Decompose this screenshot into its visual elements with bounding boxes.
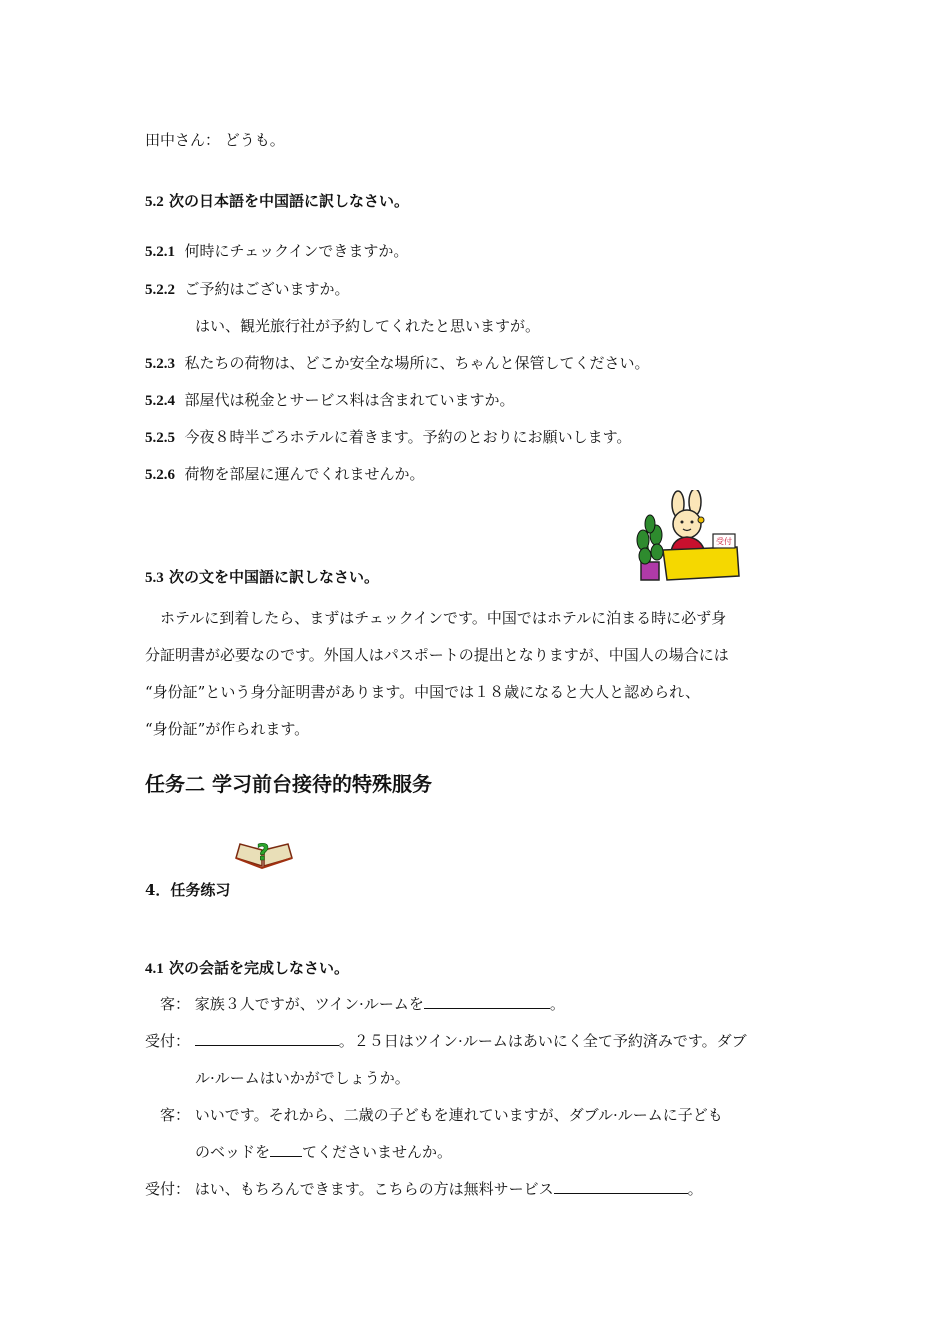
- exercise-item-5-2-4: 5.2.4 部屋代は税金とサービス料は含まれていますか。: [145, 391, 515, 409]
- paragraph-line: 分証明書が必要なのです。外国人はパスポートの提出となりますが、中国人の場合には: [145, 646, 729, 664]
- dialog-line-guest-2-continuation: のベッドを てくださいませんか。: [195, 1143, 453, 1161]
- paragraph-line: “身份証”が作られます。: [145, 720, 310, 738]
- answer-blank[interactable]: [270, 1141, 302, 1157]
- dialog-line-guest-2: 客： いいです。それから、二歳の子どもを連れていますが、ダブル·ルームに子ども: [160, 1106, 723, 1124]
- paragraph-line: “身份証”という身分証明書があります。中国では１８歳になると大人と認められ、: [145, 683, 701, 701]
- desk-sign-text: 受付: [716, 537, 732, 546]
- answer-blank[interactable]: [424, 993, 550, 1009]
- speaker-label: 客：: [160, 995, 191, 1013]
- speaker-label: 客：: [160, 1106, 191, 1124]
- dialog-line-reception-1-continuation: ル·ルームはいかがでしょうか。: [195, 1069, 410, 1087]
- dialog-line-guest-1: 客： 家族３人ですが、ツイン·ルームを 。: [160, 995, 565, 1013]
- question-book-icon: [234, 836, 294, 870]
- dialog-line-tanaka: [145, 129, 285, 150]
- exercise-item-5-2-3: 5.2.3 私たちの荷物は、どこか安全な場所に、ちゃんと保管してください。: [145, 354, 650, 372]
- section-heading-5-2: 5.2 次の日本語を中国語に訳しなさい。: [145, 192, 409, 210]
- paragraph-line: ホテルに到着したら、まずはチェックインです。中国ではホテルに泊まる時に必ず身: [145, 609, 727, 627]
- reception-desk-illustration: [633, 490, 743, 585]
- translation-paragraph: [145, 600, 810, 748]
- exercise-item-5-2-5: 5.2.5 今夜８時半ごろホテルに着きます。予約のとおりにお願いします。: [145, 428, 632, 446]
- exercise-item-5-2-6: 5.2.6 荷物を部屋に運んでくれませんか。: [145, 465, 425, 483]
- answer-blank[interactable]: [195, 1030, 339, 1046]
- dialog-line-reception-1: 受付： 。２５日はツイン·ルームはあいにく全て予約済みです。ダブ: [145, 1032, 747, 1050]
- dialog-text: どうも。: [224, 131, 285, 149]
- exercise-item-5-2-2-continuation: はい、観光旅行社が予約してくれたと思いますが。: [195, 317, 541, 335]
- speaker-label: 受付：: [145, 1032, 191, 1050]
- task-title: 任务二 学习前台接待的特殊服务: [145, 772, 432, 796]
- section-heading-4: 4．任务练习: [145, 881, 231, 899]
- answer-blank[interactable]: [554, 1178, 688, 1194]
- speaker-label: 受付：: [145, 1180, 191, 1198]
- speaker-label: 田中さん：: [145, 131, 221, 149]
- svg-text:?: ?: [256, 841, 270, 866]
- section-heading-4-1: 4.1 次の会話を完成しなさい。: [145, 959, 349, 977]
- dialog-line-reception-2: 受付： はい、もちろんできます。こちらの方は無料サービス 。: [145, 1180, 703, 1198]
- section-heading-5-3: 5.3 次の文を中国語に訳しなさい。: [145, 568, 379, 586]
- exercise-item-5-2-1: 5.2.1 何時にチェックインできますか。: [145, 242, 409, 260]
- exercise-item-5-2-2: 5.2.2 ご予約はございますか。: [145, 280, 350, 298]
